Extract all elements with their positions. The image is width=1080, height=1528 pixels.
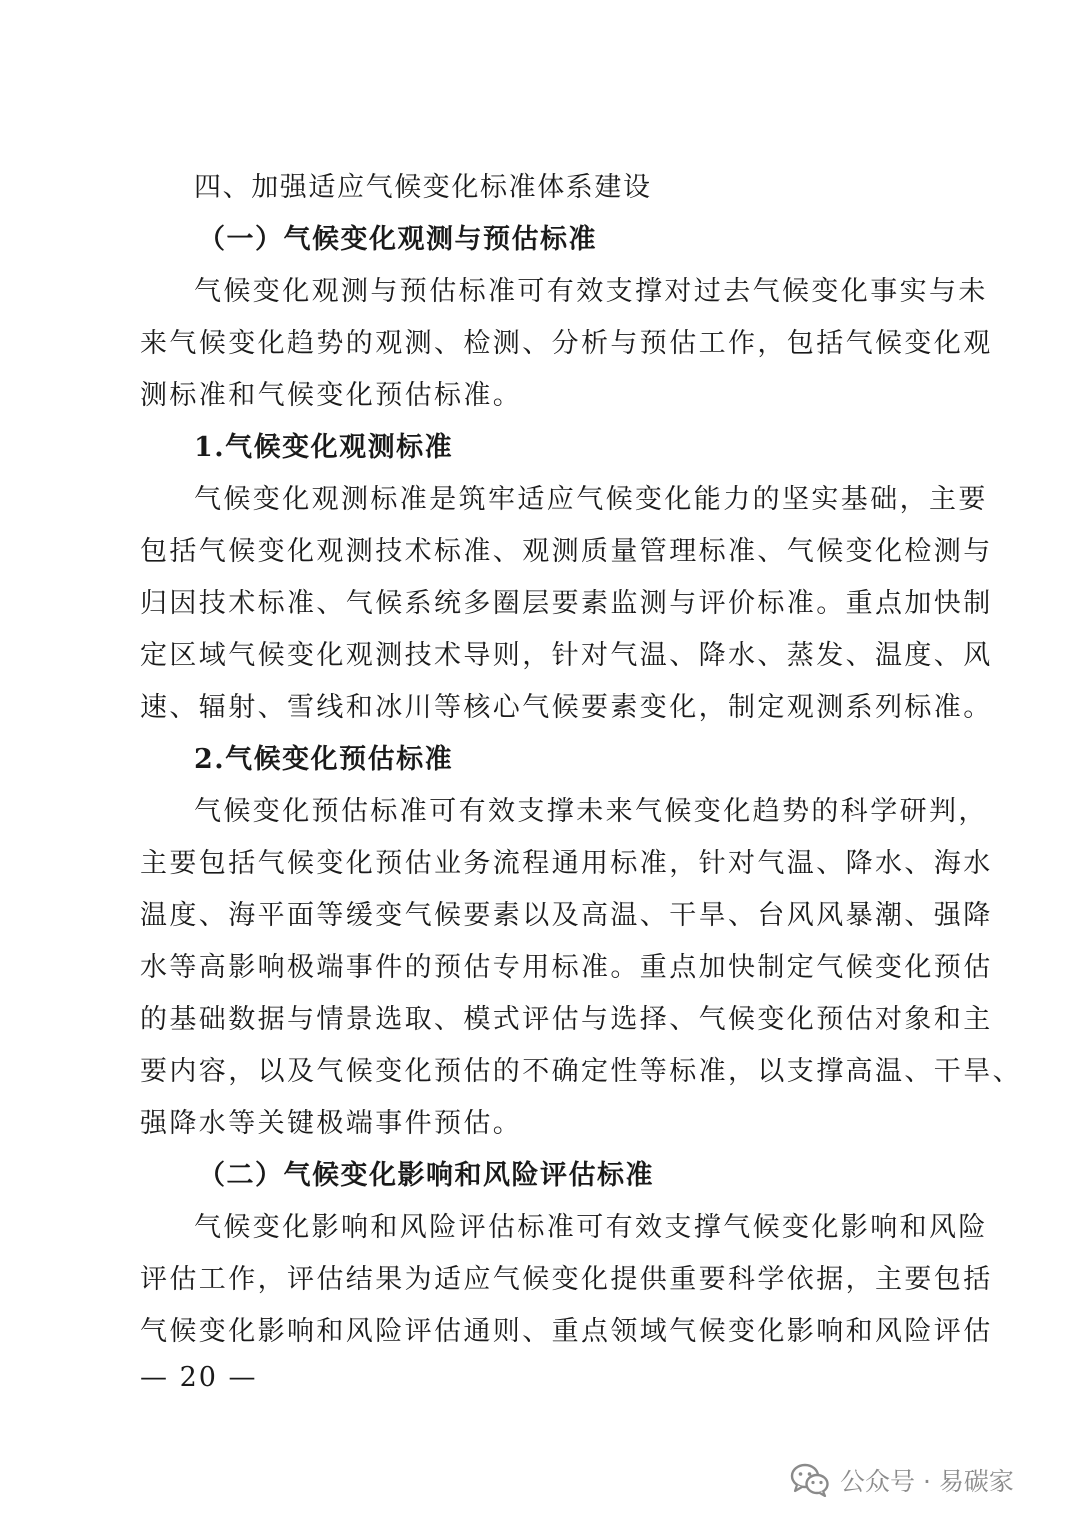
section-heading: 四、加强适应气候变化标准体系建设 [194, 172, 652, 203]
paragraph-line: 包括气候变化观测技术标准、观测质量管理标准、气候变化检测与 [140, 536, 993, 567]
item-heading-1: 1.气候变化观测标准 [194, 432, 454, 463]
paragraph-line: 来气候变化趋势的观测、检测、分析与预估工作，包括气候变化观 [140, 328, 993, 359]
wechat-icon [790, 1463, 830, 1497]
paragraph-line: 测标准和气候变化预估标准。 [140, 380, 523, 411]
paragraph-line: 气候变化观测与预估标准可有效支撑对过去气候变化事实与未 [194, 276, 988, 307]
paragraph-line: 温度、海平面等缓变气候要素以及高温、干旱、台风风暴潮、强降 [140, 900, 993, 931]
subsection-heading-2: （二）气候变化影响和风险评估标准 [198, 1160, 654, 1191]
paragraph-line: 主要包括气候变化预估业务流程通用标准，针对气温、降水、海水 [140, 848, 993, 879]
subsection-heading-1: （一）气候变化观测与预估标准 [198, 224, 597, 255]
paragraph-line: 的基础数据与情景选取、模式评估与选择、气候变化预估对象和主 [140, 1004, 993, 1035]
item-heading-2: 2.气候变化预估标准 [194, 744, 454, 775]
paragraph-line: 气候变化观测标准是筑牢适应气候变化能力的坚实基础，主要 [194, 484, 988, 515]
watermark-text: 公众号 · 易碳家 [840, 1467, 1014, 1496]
paragraph-line: 要内容，以及气候变化预估的不确定性等标准，以支撑高温、干旱、 [140, 1056, 1022, 1087]
paragraph-line: 速、辐射、雪线和冰川等核心气候要素变化，制定观测系列标准。 [140, 692, 993, 723]
page-number: — 20 — [140, 1362, 258, 1393]
paragraph-line: 气候变化影响和风险评估通则、重点领域气候变化影响和风险评估 [140, 1316, 993, 1347]
paragraph-line: 水等高影响极端事件的预估专用标准。重点加快制定气候变化预估 [140, 952, 993, 983]
paragraph-line: 评估工作，评估结果为适应气候变化提供重要科学依据，主要包括 [140, 1264, 993, 1295]
paragraph-line: 定区域气候变化观测技术导则，针对气温、降水、蒸发、温度、风 [140, 640, 993, 671]
paragraph-line: 强降水等关键极端事件预估。 [140, 1108, 523, 1139]
watermark [790, 1455, 1014, 1505]
paragraph-line: 气候变化影响和风险评估标准可有效支撑气候变化影响和风险 [194, 1212, 988, 1243]
paragraph-line: 归因技术标准、气候系统多圈层要素监测与评价标准。重点加快制 [140, 588, 993, 619]
paragraph-line: 气候变化预估标准可有效支撑未来气候变化趋势的科学研判， [194, 796, 988, 827]
